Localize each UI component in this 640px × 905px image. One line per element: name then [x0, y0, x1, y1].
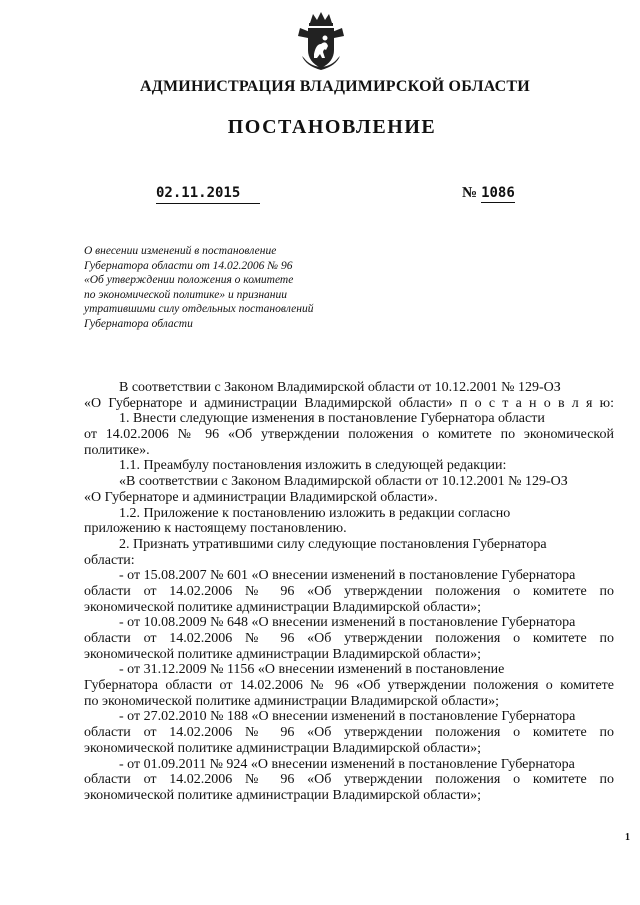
body-line: экономической политике администрации Владимирской области»; — [84, 646, 481, 662]
body-line: экономической политике администрации Владимирской области»; — [84, 740, 481, 756]
document-type-title: ПОСТАНОВЛЕНИЕ — [227, 116, 437, 138]
body-line: 1. Внести следующие изменения в постановление Губернатора области — [84, 411, 545, 427]
body-line: - от 27.02.2010 № 188 «О внесении изменений в постановление Губернатора — [84, 709, 576, 725]
document-date: 02.11.2015 — [156, 185, 260, 204]
number-value: 1086 — [481, 185, 515, 201]
body-line: области от 14.02.2006 № 96 «Об утверждении положения о комитете по — [84, 631, 614, 646]
margin-mark: 1 — [625, 832, 630, 843]
document-body — [84, 380, 614, 804]
body-line: «В соответствии с Законом Владимирской области от 10.12.2001 № 129-ОЗ — [84, 474, 568, 490]
document-number — [462, 185, 515, 202]
body-line: от 14.02.2006 № 96 «Об утверждении положения о комитете по экономической — [84, 427, 614, 443]
subject-line: «Об утверждении положения о комитете — [84, 274, 294, 286]
subject-block — [84, 244, 374, 331]
body-line: области от 14.02.2006 № 96 «Об утверждении положения о комитете по — [84, 725, 614, 741]
body-line: 1.2. Приложение к постановлению изложить в редакции согласно — [84, 505, 511, 521]
body-line: области от 14.02.2006 № 96 «Об утверждении положения о комитете по — [84, 772, 614, 788]
body-line: «О Губернаторе и администрации Владимирской области». — [84, 489, 438, 505]
subject-line: О внесении изменений в постановление — [84, 245, 277, 257]
body-line: политике». — [84, 442, 150, 458]
organization-name: АДМИНИСТРАЦИЯ ВЛАДИМИРСКОЙ ОБЛАСТИ — [140, 78, 530, 95]
subject-line: по экономической политике» и признании — [84, 288, 287, 301]
coat-of-arms-icon — [296, 10, 346, 72]
subject-line: Губернатора области от 14.02.2006 № 96 — [84, 259, 293, 272]
body-line: «О Губернаторе и администрации Владимирской области» п о с т а н о в л я ю: — [84, 395, 614, 411]
body-line: В соответствии с Законом Владимирской области от 10.12.2001 № 129-ОЗ — [84, 380, 561, 395]
body-line: области от 14.02.2006 № 96 «Об утверждении положения о комитете по — [84, 583, 614, 599]
body-line: - от 15.08.2007 № 601 «О внесении изменений в постановление Губернатора — [84, 568, 576, 584]
body-line: Губернатора области от 14.02.2006 № 96 «Об утверждении положения о комитете — [84, 678, 614, 694]
body-line: - от 10.08.2009 № 648 «О внесении изменений в постановление Губернатора — [84, 615, 576, 631]
body-line: области: — [84, 552, 135, 568]
body-line: - от 01.09.2011 № 924 «О внесении изменений в постановление Губернатора — [84, 756, 575, 772]
subject-line: Губернатора области — [84, 317, 193, 330]
body-line: 1.1. Преамбулу постановления изложить в следующей редакции: — [84, 458, 507, 474]
body-line: 2. Признать утратившими силу следующие постановления Губернатора — [84, 536, 547, 552]
body-line: экономической политике администрации Владимирской области»; — [84, 787, 481, 803]
body-line: - от 31.12.2009 № 1156 «О внесении изменений в постановление — [84, 662, 505, 678]
body-line: приложению к настоящему постановлению. — [84, 521, 347, 537]
body-line: по экономической политике администрации Владимирской области»; — [84, 693, 499, 709]
subject-line: утратившими силу отдельных постановлений — [84, 303, 314, 315]
number-prefix: № — [462, 185, 478, 201]
body-line: экономической политике администрации Владимирской области»; — [84, 599, 481, 615]
